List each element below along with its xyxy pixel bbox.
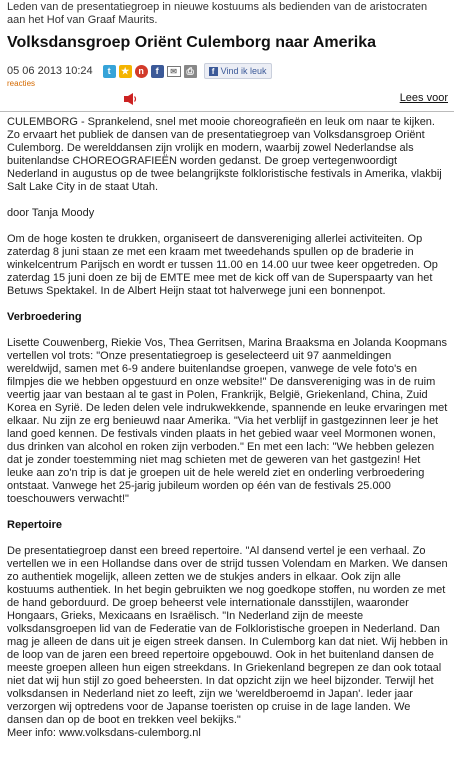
article-date: 05 06 2013 10:24 <box>7 64 93 77</box>
photo-caption: Leden van de presentatiegroep in nieuwe kostuums als bedienden van de aristocraten aan het Hof van Graaf Maurits. <box>7 1 428 26</box>
reacties-link[interactable]: reacties <box>7 79 36 88</box>
nujij-icon[interactable]: n <box>135 65 148 78</box>
intro-paragraph: CULEMBORG - Sprankelend, snel met mooie choreografieën en leuk om naar te kijken. Zo ervaart het publiek de dansen van de presentatiegroep van Volksdansgroep Oriënt Culemborg. De werelddansen zijn vrolijk en modern, waarbij zowel Nederlandse als buitenlandse CHOREOGRAFIEËN worden gedanst. De groep vertegenwoordigt Nederland in augustus op de twee belangrijkste folkloristische festivals in Amerika, vlakbij Salt Lake City in de staat Utah. <box>7 116 442 193</box>
author-byline: door Tanja Moody <box>7 207 95 219</box>
article-meta-row <box>7 63 448 79</box>
meer-info-line: Meer info: www.volksdans-culemborg.nl <box>7 727 201 739</box>
lees-voor-link[interactable]: Lees voor <box>399 92 448 104</box>
facebook-icon[interactable]: f <box>151 65 164 78</box>
article-body <box>7 116 448 740</box>
facebook-like-button[interactable] <box>204 63 272 79</box>
read-aloud-row <box>7 91 448 105</box>
print-icon[interactable]: ⎙ <box>184 65 197 78</box>
article-headline: Volksdansgroep Oriënt Culemborg naar Amerika <box>7 34 376 51</box>
costs-paragraph: Om de hoge kosten te drukken, organiseert de dansvereniging allerlei activiteiten. Op zaterdag 8 juni staan ze met een kraam met tweedehands spullen op de braderie in winkelcentrum Parijsch en wordt er tussen 11.00 en 14.00 uur twee keer opgetreden. Op zaterdag 15 juni doen ze bij de EMTE mee met de kick off van de Superspaarty van het Betuws Spektakel. In de Albert Heijn staat tot halverwege juni een bonnenpot. <box>7 233 438 297</box>
speaker-icon[interactable] <box>124 93 138 105</box>
facebook-like-icon: f <box>209 67 218 76</box>
mail-icon[interactable]: ✉ <box>167 66 181 77</box>
like-button-label: Vind ik leuk <box>220 65 267 76</box>
subheading-verbroedering: Verbroedering <box>7 311 82 323</box>
verbroedering-paragraph: Lisette Couwenberg, Riekie Vos, Thea Gerritsen, Marina Braaksma en Jolanda Koopmans vertellen vol trots: "Onze presentatiegroep is geselecteerd uit 97 aanmeldingen wereldwijd, samen met 6-9 andere buitenlandse groepen, vanwege de vele foto's en filmpjes die we hebben opgestuurd en onze website!" De dansvereniging was in de ruim veertig jaar van bestaan al te gast in Polen, Frankrijk, België, Griekenland, China, Zuid Korea en Syrië. De leden delen vele indrukwekkende, spannende en leuke ervaringen met elkaar. Nu zijn ze erg benieuwd naar Amerika. "Via het verblijf in gastgezinnen leer je het land goed kennen. De festivals vinden plaats in het gebied waar veel Mormonen wonen, dus drinken van alcohol en roken zijn verboden." En met een lach: "We hebben gelezen dat je zonder toestemming niet mag schieten met de geweren van het gastgezin! Het leuke aan zo'n trip is dat je groepen uit de hele wereld ziet en onderling verbroedering ontstaat. Vanwege het 25-jarig jubileum worden op één van de festivals 25.000 toeschouwers verwacht!" <box>7 337 448 505</box>
share-toolbar <box>103 63 272 79</box>
repertoire-paragraph: De presentatiegroep danst een breed repertoire. "Al dansend vertel je een verhaal. Zo vertellen we in een Hollandse dans over de strijd tussen Volendam en Marken. We dansen zo authentiek mogelijk, alleen zetten we de stukjes anders in elkaar. Ook zijn alle kostuums authentiek. In het begin gebruikten we nog goedkope stoffen, nu worden ze met de hand geborduurd. De groep beheerst vele internationale dansstijlen, waaronder Hongaars, Grieks, Mexicaans en Israëlisch. "In Nederland zijn de meeste volksdansgroepen lid van de Federatie van de Folkloristische groepen in Nederland. Dan mag je alleen de dans uit je eigen streek dansen. In Culemborg kan dat niet. Wij hebben in de loop van de jaren een breed repertoire opgebouwd. Ook in het buitenland dansen de meeste groepen alleen hun eigen streekdans. In Griekenland begrepen ze dan ook totaal niet dat wij hun stijl zo goed beheersten. In dat opzicht zijn we heel bijzonder. Terwijl het volksdansen in Nederland niet zo leeft, zijn we 'wereldberoemd in Japan'. Ieder jaar verzorgen wij optredens voor de Japanse toeristen op cruise in de lage landen. We dansen dan op de boot en trekken veel bekijks." <box>7 545 448 726</box>
subheading-repertoire: Repertoire <box>7 519 63 531</box>
hyves-icon[interactable]: ★ <box>119 65 132 78</box>
twitter-icon[interactable]: t <box>103 65 116 78</box>
divider <box>0 111 454 112</box>
